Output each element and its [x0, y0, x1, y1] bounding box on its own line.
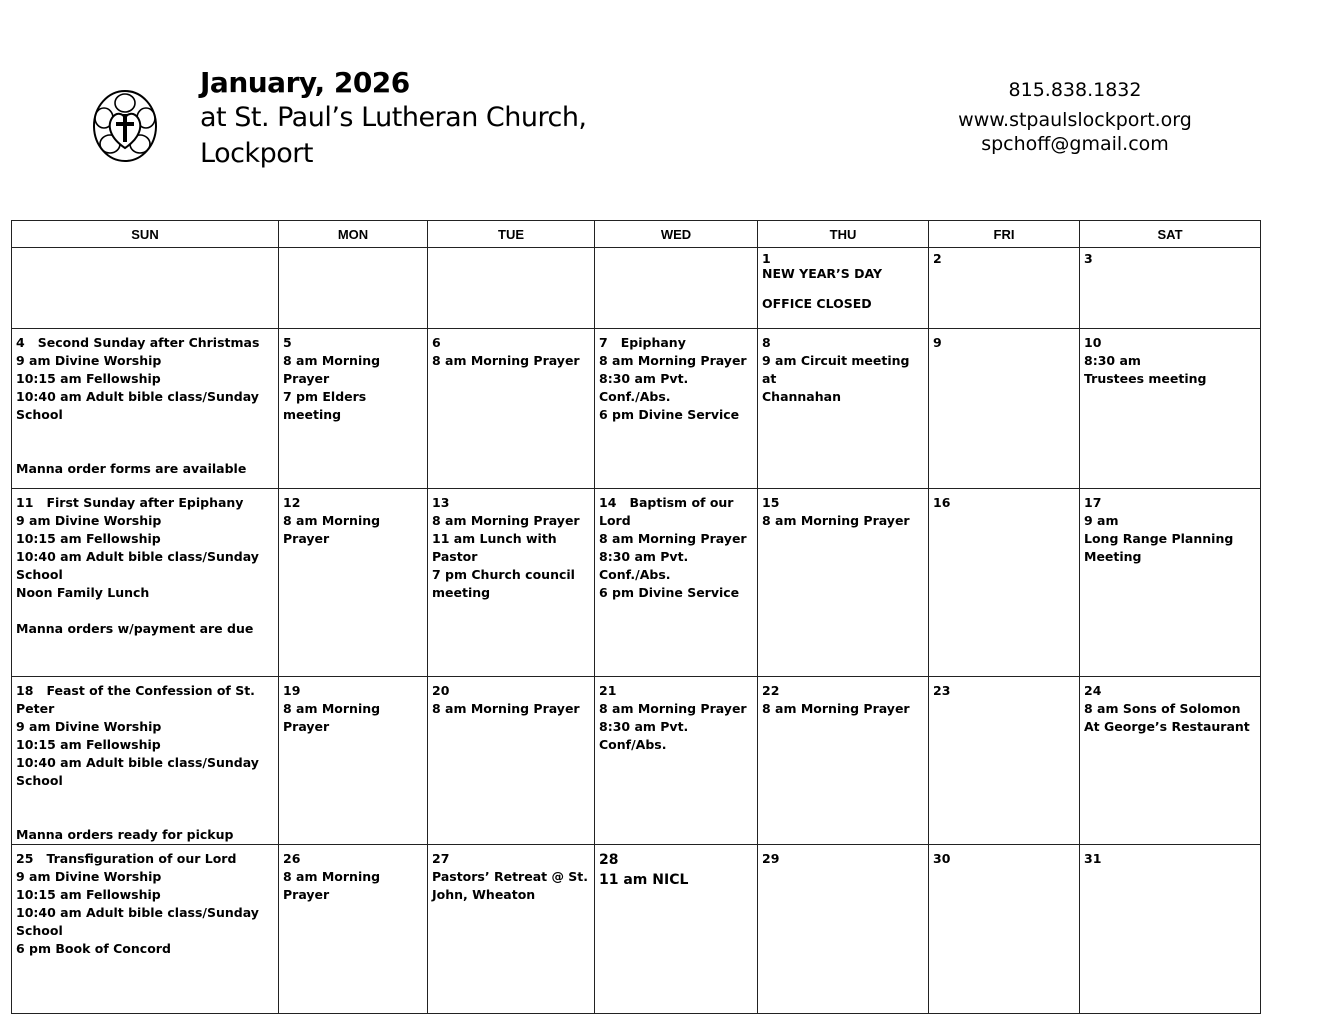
day-cell[interactable] — [1080, 677, 1261, 845]
weekday-header: SUN — [12, 221, 279, 248]
calendar-month-title: January, 2026 — [200, 66, 410, 99]
day-content: 7 Epiphany 8 am Morning Prayer 8:30 am Pvt. Conf./Abs. 6 pm Divine Service — [599, 335, 747, 422]
day-content: 27 Pastors’ Retreat @ St. John, Wheaton — [432, 851, 589, 902]
weekday-header: MON — [279, 221, 428, 248]
day-cell[interactable] — [758, 329, 929, 489]
phone-number: 815.838.1832 — [1008, 79, 1142, 101]
day-cell[interactable] — [929, 329, 1080, 489]
title-block — [200, 66, 620, 172]
day-cell[interactable] — [428, 329, 595, 489]
day-content: 26 8 am Morning Prayer — [283, 851, 381, 902]
week-row — [12, 248, 1261, 329]
website-link[interactable]: www.stpaulslockport.org — [958, 109, 1192, 131]
day-cell[interactable] — [279, 489, 428, 677]
week-row — [12, 845, 1261, 1014]
day-cell[interactable] — [595, 248, 758, 329]
day-content: 12 8 am Morning Prayer — [283, 495, 381, 546]
day-content: 20 8 am Morning Prayer — [432, 683, 580, 716]
day-cell[interactable] — [595, 329, 758, 489]
day-content: 1 NEW YEAR’S DAY OFFICE CLOSED — [762, 251, 883, 311]
day-content: 9 — [933, 335, 942, 350]
day-cell[interactable] — [595, 677, 758, 845]
day-content: 5 8 am Morning Prayer 7 pm Elders meeting — [283, 335, 381, 422]
day-content — [12, 248, 278, 251]
day-cell[interactable] — [1080, 248, 1261, 329]
day-content: 28 11 am NICL — [599, 852, 689, 888]
weekday-header: WED — [595, 221, 758, 248]
day-content: 4 Second Sunday after Christmas 9 am Divine Worship 10:15 am Fellowship 10:40 am Adult bible class/Sunday School Manna order forms are available — [16, 335, 260, 476]
church-location: Lockport — [200, 138, 313, 169]
day-content: 2 — [933, 251, 942, 266]
day-content: 11 First Sunday after Epiphany 9 am Divine Worship 10:15 am Fellowship 10:40 am Adult bible class/Sunday School Noon Family Lunch Manna orders w/payment are due — [16, 495, 259, 636]
day-cell[interactable] — [12, 677, 279, 845]
day-cell[interactable] — [929, 677, 1080, 845]
week-row — [12, 329, 1261, 489]
day-cell[interactable] — [758, 489, 929, 677]
day-content: 18 Feast of the Confession of St. Peter 9 am Divine Worship 10:15 am Fellowship 10:40 am Adult bible class/Sunday School Manna orders ready for pickup — [16, 683, 259, 842]
day-cell[interactable] — [1080, 845, 1261, 1014]
day-cell[interactable] — [929, 489, 1080, 677]
church-name: at St. Paul’s Lutheran Church, — [200, 102, 587, 133]
calendar-grid — [11, 220, 1261, 1014]
day-cell[interactable] — [929, 845, 1080, 1014]
week-row — [12, 489, 1261, 677]
day-cell[interactable] — [279, 248, 428, 329]
day-content: 31 — [1084, 851, 1102, 866]
weekday-header: THU — [758, 221, 929, 248]
day-content: 8 9 am Circuit meeting at Channahan — [762, 335, 910, 404]
day-content: 22 8 am Morning Prayer — [762, 683, 910, 716]
contact-info — [930, 76, 1220, 156]
day-content: 13 8 am Morning Prayer 11 am Lunch with Pastor 7 pm Church council meeting — [432, 495, 580, 600]
day-content: 23 — [933, 683, 951, 698]
week-row — [12, 677, 1261, 845]
day-cell[interactable] — [428, 845, 595, 1014]
day-cell[interactable] — [428, 677, 595, 845]
church-logo — [92, 88, 158, 164]
day-cell[interactable] — [595, 845, 758, 1014]
day-cell[interactable] — [1080, 329, 1261, 489]
day-cell[interactable] — [595, 489, 758, 677]
luther-rose-icon — [92, 88, 158, 164]
day-cell[interactable] — [12, 329, 279, 489]
day-content: 29 — [762, 851, 780, 866]
day-content: 14 Baptism of our Lord 8 am Morning Prayer 8:30 am Pvt. Conf./Abs. 6 pm Divine Service — [599, 495, 747, 600]
weekday-header: SAT — [1080, 221, 1261, 248]
day-content: 25 Transfiguration of our Lord 9 am Divine Worship 10:15 am Fellowship 10:40 am Adult bible class/Sunday School 6 pm Book of Concord — [16, 851, 259, 956]
day-content: 16 — [933, 495, 951, 510]
day-cell[interactable] — [12, 489, 279, 677]
day-cell[interactable] — [758, 845, 929, 1014]
weekday-header: FRI — [929, 221, 1080, 248]
day-content — [428, 248, 594, 251]
day-content: 6 8 am Morning Prayer — [432, 335, 580, 368]
day-cell[interactable] — [428, 489, 595, 677]
day-content: 3 — [1084, 251, 1093, 266]
day-content — [595, 248, 757, 251]
day-cell[interactable] — [428, 248, 595, 329]
weekday-header: TUE — [428, 221, 595, 248]
day-cell[interactable] — [929, 248, 1080, 329]
day-cell[interactable] — [1080, 489, 1261, 677]
day-cell[interactable] — [758, 248, 929, 329]
day-content: 19 8 am Morning Prayer — [283, 683, 381, 734]
day-content: 17 9 am Long Range Planning Meeting — [1084, 495, 1234, 564]
day-content: 10 8:30 am Trustees meeting — [1084, 335, 1207, 386]
day-content: 21 8 am Morning Prayer 8:30 am Pvt. Conf/Abs. — [599, 683, 747, 752]
day-content: 24 8 am Sons of Solomon At George’s Restaurant — [1084, 683, 1250, 734]
email-link[interactable]: spchoff@gmail.com — [981, 133, 1169, 155]
day-content: 30 — [933, 851, 951, 866]
day-cell[interactable] — [279, 677, 428, 845]
day-cell[interactable] — [758, 677, 929, 845]
day-cell[interactable] — [279, 329, 428, 489]
weekday-header-row — [12, 221, 1261, 248]
day-content — [279, 248, 427, 251]
day-cell[interactable] — [279, 845, 428, 1014]
day-cell[interactable] — [12, 248, 279, 329]
day-cell[interactable] — [12, 845, 279, 1014]
day-content: 15 8 am Morning Prayer — [762, 495, 910, 528]
